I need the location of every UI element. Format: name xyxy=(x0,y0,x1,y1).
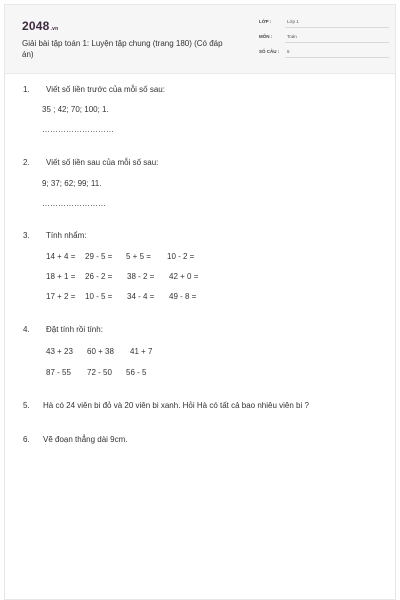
expression: 60 + 38 xyxy=(87,347,114,356)
question-1-numbers: 35 ; 42; 70; 100; 1. xyxy=(42,105,109,114)
expression: 72 - 50 xyxy=(87,368,112,377)
page-title: Giải bài tập toán 1: Luyện tập chung (trang 180) (Có đáp án) xyxy=(22,39,223,59)
expression: 10 - 5 = xyxy=(85,292,113,301)
meta-subject xyxy=(259,34,389,46)
meta-grade xyxy=(259,19,389,31)
meta-grade-underline xyxy=(285,27,389,28)
meta-grade-key: LỚP : xyxy=(259,19,272,24)
expression: 87 - 55 xyxy=(46,368,71,377)
site-logo[interactable] xyxy=(22,19,58,33)
expression: 18 + 1 = xyxy=(46,272,76,281)
expression: 26 - 2 = xyxy=(85,272,113,281)
question-2-number: 2. xyxy=(23,158,30,167)
meta-count-underline xyxy=(285,57,389,58)
question-2-answer-dots: …………………… xyxy=(42,199,106,208)
question-4-number: 4. xyxy=(23,325,30,334)
question-1-text: Viết số liền trước của mỗi số sau: xyxy=(46,85,165,94)
meta-grade-value: Lớp 1 xyxy=(287,19,299,24)
question-5-number: 5. xyxy=(23,401,30,410)
worksheet-page xyxy=(4,4,396,600)
question-1-number: 1. xyxy=(23,85,30,94)
expression: 10 - 2 = xyxy=(167,252,195,261)
meta-count-value: 6 xyxy=(287,49,290,54)
expression: 56 - 5 xyxy=(126,368,147,377)
meta-subject-value: Toán xyxy=(287,34,297,39)
question-2-text: Viết số liền sau của mỗi số sau: xyxy=(46,158,159,167)
question-3-text: Tính nhẩm: xyxy=(46,231,87,240)
question-6-number: 6. xyxy=(23,435,30,444)
expression: 29 - 5 = xyxy=(85,252,113,261)
expression: 34 - 4 = xyxy=(127,292,155,301)
question-2-numbers: 9; 37; 62; 99; 11. xyxy=(42,179,102,188)
expression: 5 + 5 = xyxy=(126,252,151,261)
meta-subject-key: MÔN : xyxy=(259,34,273,39)
expression: 14 + 4 = xyxy=(46,252,76,261)
expression: 17 + 2 = xyxy=(46,292,76,301)
expression: 42 + 0 = xyxy=(169,272,199,281)
question-6-text: Vẽ đoạn thẳng dài 9cm. xyxy=(43,435,128,444)
question-1-answer-dots: ……………………… xyxy=(42,125,114,134)
expression: 41 + 7 xyxy=(130,347,153,356)
question-3-number: 3. xyxy=(23,231,30,240)
question-4-text: Đặt tính rồi tính: xyxy=(46,325,103,334)
meta-subject-underline xyxy=(285,42,389,43)
meta-question-count xyxy=(259,49,389,61)
logo-main: 2048 xyxy=(22,19,50,33)
logo-suffix: .vn xyxy=(50,26,59,32)
expression: 43 + 23 xyxy=(46,347,73,356)
expression: 38 - 2 = xyxy=(127,272,155,281)
meta-count-key: SỐ CÂU : xyxy=(259,49,280,54)
expression: 49 - 8 = xyxy=(169,292,197,301)
worksheet-header xyxy=(5,5,395,74)
question-5-text: Hà có 24 viên bi đỏ và 20 viên bi xanh. Hỏi Hà có tất cả bao nhiêu viên bi ? xyxy=(43,401,309,410)
